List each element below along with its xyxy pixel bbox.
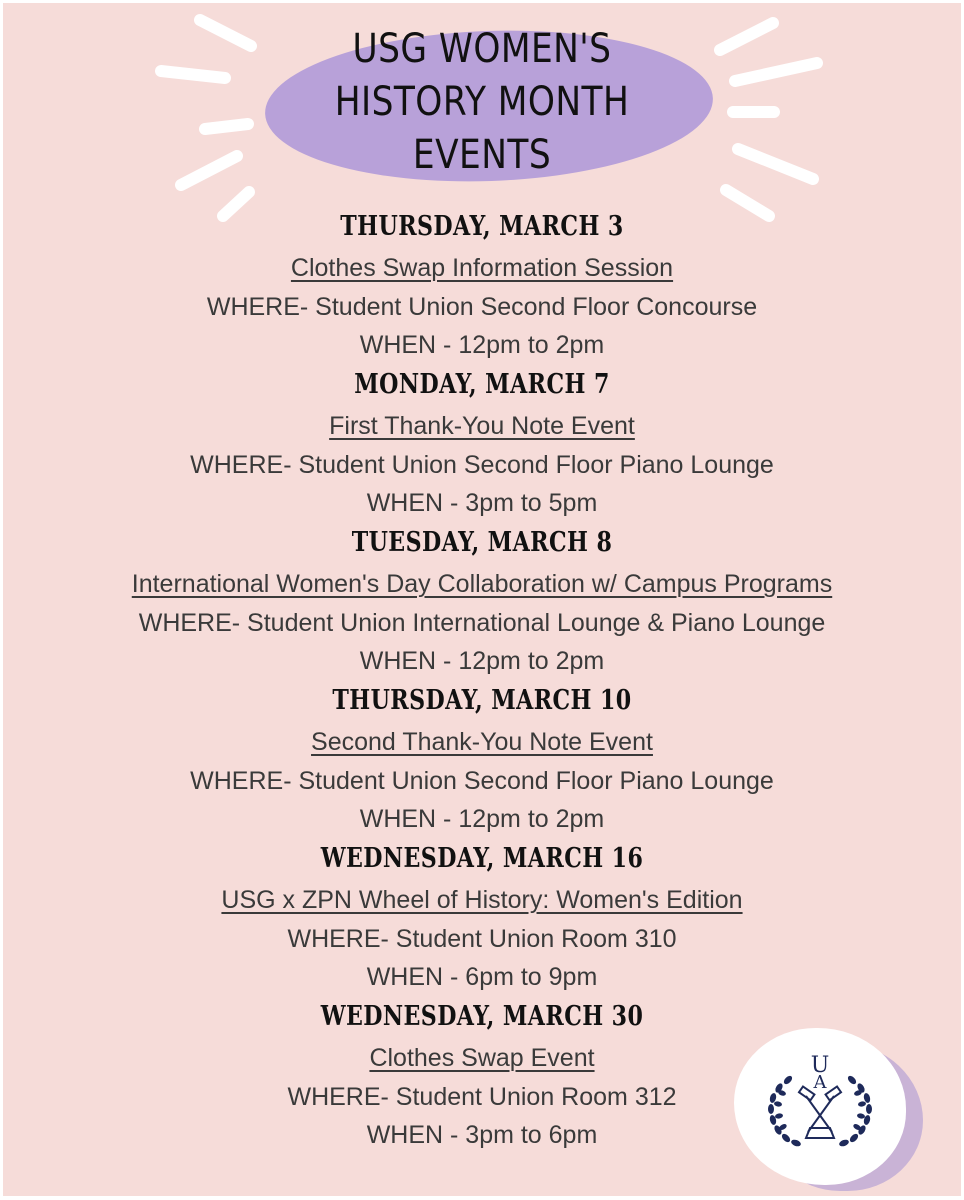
event-title-text: First Thank-You Note Event [329,412,635,440]
ray-left-3 [205,124,248,129]
event-list [3,206,961,1154]
event-title-text: International Women's Day Collaboration w/ Campus Programs [131,570,833,598]
event-where: WHERE- Student Union Second Floor Piano Lounge [190,451,774,479]
svg-text:A: A [813,1072,827,1093]
event-day: THURSDAY, MARCH 10 [332,685,632,716]
event-title [3,880,961,920]
title-line-3: EVENTS [412,132,552,178]
event-title [3,406,961,446]
ua-seal-icon [734,1028,906,1185]
event-when: WHEN - 12pm to 2pm [359,331,605,359]
ray-right-4 [738,149,813,179]
event-item [3,364,961,522]
event-where: WHERE- Student Union International Lounge & Piano Lounge [138,609,826,637]
event-day: WEDNESDAY, MARCH 16 [320,843,644,874]
event-day: THURSDAY, MARCH 3 [340,211,624,242]
event-day: TUESDAY, MARCH 8 [351,527,613,558]
event-title-text: Clothes Swap Event [369,1044,595,1072]
event-day: MONDAY, MARCH 7 [354,369,610,400]
event-item [3,680,961,838]
event-where: WHERE- Student Union Second Floor Concourse [206,293,758,321]
event-item [3,206,961,364]
ray-left-2 [161,71,225,78]
logo-letters: U [810,1053,830,1078]
event-where: WHERE- Student Union Room 310 [287,925,677,953]
ray-right-1 [720,23,773,50]
event-when: WHEN - 3pm to 6pm [366,1121,598,1149]
event-day: WEDNESDAY, MARCH 30 [320,1001,644,1032]
ray-left-4 [181,156,237,185]
event-where: WHERE- Student Union Room 312 [287,1083,677,1111]
event-item [3,838,961,996]
event-title-text: Clothes Swap Information Session [290,254,674,282]
event-title-text: USG x ZPN Wheel of History: Women's Edition [221,886,743,914]
event-when: WHEN - 12pm to 2pm [359,805,605,833]
event-poster [3,3,961,1196]
ray-left-1 [200,20,251,46]
event-when: WHEN - 3pm to 5pm [366,489,598,517]
ua-logo [734,1028,906,1185]
event-title [3,248,961,288]
event-title [3,722,961,762]
event-title-text: Second Thank-You Note Event [311,728,653,756]
ray-right-2 [735,63,817,81]
event-title [3,564,961,604]
poster-title [267,23,697,182]
event-when: WHEN - 6pm to 9pm [366,963,598,991]
event-item [3,522,961,680]
event-when: WHEN - 12pm to 2pm [359,647,605,675]
title-line-1: USG WOMEN'S [352,26,612,72]
title-line-2: HISTORY MONTH [334,79,630,125]
event-where: WHERE- Student Union Second Floor Piano Lounge [190,767,774,795]
